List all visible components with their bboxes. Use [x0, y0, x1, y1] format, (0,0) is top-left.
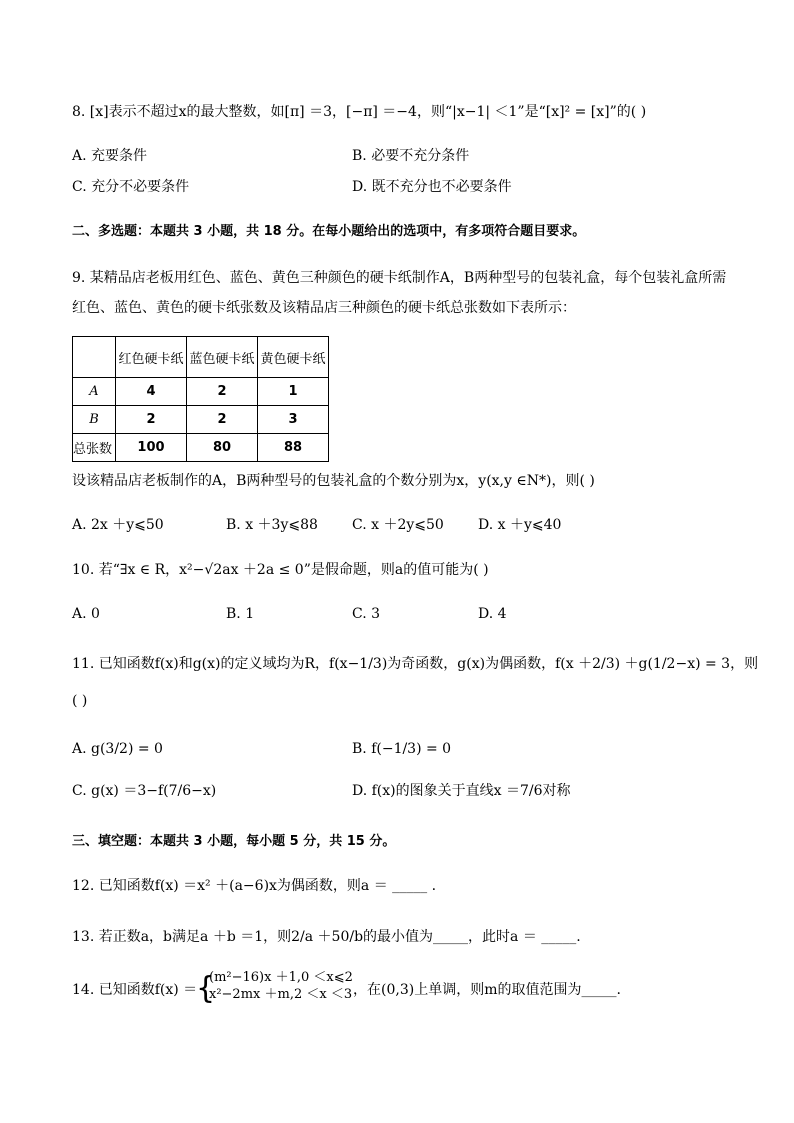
row-label-total: 总张数 — [73, 434, 116, 462]
table-cell: 1 — [258, 378, 329, 406]
q8-option-c: C. 充分不必要条件 — [72, 179, 190, 195]
section-2-heading: 二、多选题：本题共 3 小题，共 18 分。在每小题给出的选项中，有多项符合题目要求。 — [72, 224, 586, 239]
q14-suffix: ，在(0,3)上单调，则m的取值范围为_____. — [353, 982, 621, 998]
table-cell: 88 — [258, 434, 329, 462]
q9-option-a: A. 2x ＋y⩽50 — [72, 517, 164, 533]
q9-card-table — [72, 336, 329, 462]
header-red-card: 红色硬卡纸 — [116, 337, 187, 378]
header-yellow-card: 黄色硬卡纸 — [258, 337, 329, 378]
q9-stem-line2: 红色、蓝色、黄色的硬卡纸张数及该精品店三种颜色的硬卡纸总张数如下表所示： — [72, 300, 576, 316]
q9-option-c: C. x ＋2y⩽50 — [352, 517, 444, 533]
q13-stem: 13. 若正数a，b满足a ＋b ＝1，则2/a ＋50/b的最小值为_____，此时a ＝ _____. — [72, 929, 581, 945]
q9-stem-line3: 设该精品店老板制作的A，B两种型号的包装礼盒的个数分别为x，y(x,y ∈N*)，则( ) — [72, 473, 595, 489]
q8-option-d: D. 既不充分也不必要条件 — [352, 179, 512, 195]
q11-option-c: C. g(x) ＝3−f(7/6−x) — [72, 783, 217, 799]
q10-option-a: A. 0 — [72, 606, 100, 622]
table-row — [73, 434, 329, 462]
table-cell: 2 — [187, 378, 258, 406]
q8-option-a: A. 充要条件 — [72, 148, 148, 164]
q9-stem-line1: 9. 某精品店老板用红色、蓝色、黄色三种颜色的硬卡纸制作A，B两种型号的包装礼盒，每个包装礼盒所需 — [72, 270, 727, 286]
table-cell: 4 — [116, 378, 187, 406]
table-row — [73, 406, 329, 434]
q9-option-d: D. x ＋y⩽40 — [478, 517, 562, 533]
q8-stem: 8. [x]表示不超过x的最大整数，如[π] ＝3，[−π] ＝−4，则“|x−1| ＜1”是“[x]² = [x]”的( ) — [72, 104, 647, 120]
table-row — [73, 378, 329, 406]
q11-paren: ( ) — [72, 693, 88, 709]
q14-prefix: 14. 已知函数f(x) ＝ — [72, 982, 198, 998]
table-cell: 80 — [187, 434, 258, 462]
section-3-heading: 三、填空题：本题共 3 小题，每小题 5 分，共 15 分。 — [72, 834, 396, 849]
row-label-b: B — [73, 406, 116, 434]
q11-option-b: B. f(−1/3) = 0 — [352, 741, 452, 757]
table-header-row — [73, 337, 329, 378]
table-corner-cell — [73, 337, 116, 378]
q14-case-2: x²−2mx ＋m,2 ＜x ＜3 — [209, 987, 353, 1002]
table-cell: 2 — [187, 406, 258, 434]
q11-option-a: A. g(3/2) = 0 — [72, 741, 163, 757]
q14-case-1: (m²−16)x ＋1,0 ＜x⩽2 — [209, 970, 353, 985]
table-cell: 3 — [258, 406, 329, 434]
q10-option-b: B. 1 — [226, 606, 255, 622]
q14-brace: { — [196, 971, 216, 1006]
q9-option-b: B. x ＋3y⩽88 — [226, 517, 318, 533]
table-cell: 100 — [116, 434, 187, 462]
q8-option-b: B. 必要不充分条件 — [352, 148, 470, 164]
q10-stem: 10. 若“∃x ∈ R，x²−√2ax ＋2a ≤ 0”是假命题，则a的值可能为( ) — [72, 562, 489, 578]
row-label-a: A — [73, 378, 116, 406]
q12-stem: 12. 已知函数f(x) ＝x² ＋(a−6)x为偶函数，则a ＝ _____ . — [72, 878, 437, 894]
header-blue-card: 蓝色硬卡纸 — [187, 337, 258, 378]
q10-option-d: D. 4 — [478, 606, 507, 622]
q11-option-d: D. f(x)的图象关于直线x ＝7/6对称 — [352, 783, 571, 799]
q10-option-c: C. 3 — [352, 606, 381, 622]
q11-stem: 11. 已知函数f(x)和g(x)的定义域均为R，f(x−1/3)为奇函数，g(x)为偶函数，f(x ＋2/3) ＋g(1/2−x) = 3，则 — [72, 656, 759, 672]
table-cell: 2 — [116, 406, 187, 434]
